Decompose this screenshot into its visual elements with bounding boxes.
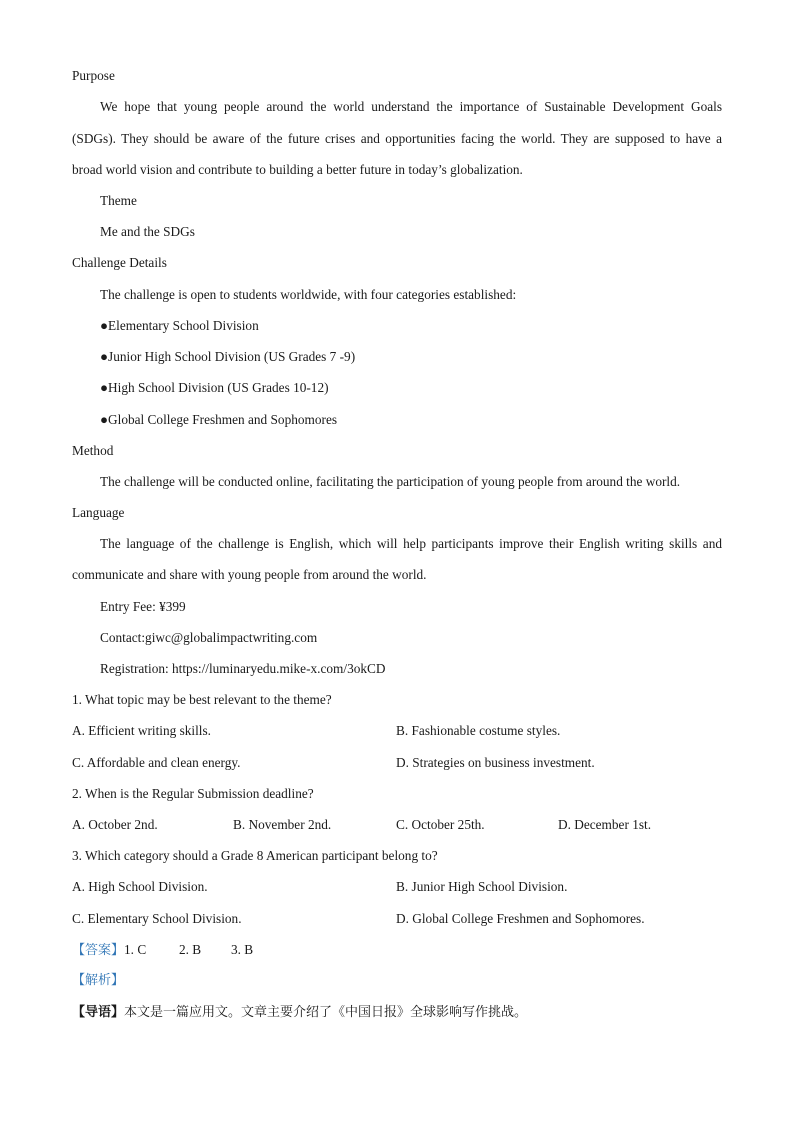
- bullet-icon: ●: [100, 380, 109, 395]
- analysis-label: 【解析】: [72, 973, 125, 988]
- entry-fee: Entry Fee: ¥399: [100, 599, 186, 614]
- category-item: [100, 380, 329, 396]
- category-label: Elementary School Division: [108, 318, 259, 333]
- question-1-options-row-2: [72, 755, 722, 771]
- bullet-icon: ●: [100, 318, 109, 333]
- option-d[interactable]: D. Strategies on business investment.: [396, 755, 595, 770]
- answer-item: 1. C: [124, 942, 147, 957]
- category-label: High School Division (US Grades 10-12): [108, 380, 329, 395]
- question-1-stem: 1. What topic may be best relevant to the theme?: [72, 692, 332, 707]
- guide-label: 【导语】: [72, 1005, 125, 1020]
- question-3-options-row-2: [72, 911, 722, 927]
- theme-value: Me and the SDGs: [100, 224, 195, 239]
- option-b[interactable]: B. Junior High School Division.: [396, 879, 568, 894]
- answer-item: 2. B: [179, 942, 202, 957]
- answer-label: 【答案】: [72, 943, 125, 958]
- method-text: The challenge will be conducted online, facilitating the participation of young people from around the world.: [100, 474, 681, 489]
- question-1-options-row-1: [72, 723, 722, 739]
- contact-email[interactable]: Contact:giwc@globalimpactwriting.com: [100, 630, 318, 645]
- purpose-line-1: We hope that young people around the world understand the importance of Sustainable Development Goals: [100, 99, 722, 114]
- option-d[interactable]: D. Global College Freshmen and Sophomores.: [396, 911, 645, 926]
- question-2-options-row: [72, 817, 722, 833]
- purpose-heading: Purpose: [72, 68, 115, 83]
- bullet-icon: ●: [100, 349, 109, 364]
- category-item: [100, 412, 337, 428]
- category-item: [100, 318, 259, 334]
- language-line-1: The language of the challenge is English, which will help participants improve their English writing skills and: [100, 536, 722, 551]
- option-b[interactable]: B. Fashionable costume styles.: [396, 723, 561, 738]
- challenge-intro: The challenge is open to students worldwide, with four categories established:: [100, 287, 517, 302]
- category-label: Global College Freshmen and Sophomores: [108, 412, 338, 427]
- answer-line: [72, 942, 722, 959]
- option-c[interactable]: C. Affordable and clean energy.: [72, 755, 241, 770]
- category-label: Junior High School Division (US Grades 7 -9): [108, 349, 356, 364]
- option-b[interactable]: B. November 2nd.: [233, 817, 332, 832]
- question-3-options-row-1: [72, 879, 722, 895]
- language-line-2: communicate and share with young people from around the world.: [72, 567, 427, 582]
- bullet-icon: ●: [100, 412, 109, 427]
- answer-item: 3. B: [231, 942, 254, 957]
- purpose-line-3: broad world vision and contribute to building a better future in today’s globalization.: [72, 162, 523, 177]
- option-c[interactable]: C. October 25th.: [396, 817, 485, 832]
- language-heading: Language: [72, 505, 125, 520]
- option-c[interactable]: C. Elementary School Division.: [72, 911, 242, 926]
- option-a[interactable]: A. October 2nd.: [72, 817, 158, 832]
- category-item: [100, 349, 355, 365]
- guide-line: [72, 1004, 527, 1021]
- option-d[interactable]: D. December 1st.: [558, 817, 652, 832]
- theme-heading: Theme: [100, 193, 137, 208]
- option-a[interactable]: A. Efficient writing skills.: [72, 723, 211, 738]
- method-heading: Method: [72, 443, 114, 458]
- registration-link[interactable]: Registration: https://luminaryedu.mike-x.com/3okCD: [100, 661, 386, 676]
- option-a[interactable]: A. High School Division.: [72, 879, 208, 894]
- question-2-stem: 2. When is the Regular Submission deadline?: [72, 786, 314, 801]
- question-3-stem: 3. Which category should a Grade 8 American participant belong to?: [72, 848, 438, 863]
- challenge-heading: Challenge Details: [72, 255, 167, 270]
- purpose-line-2: (SDGs). They should be aware of the future crises and opportunities facing the world. They are supposed to have a: [72, 131, 722, 146]
- guide-text: 本文是一篇应用文。文章主要介绍了《中国日报》全球影响写作挑战。: [124, 1005, 528, 1020]
